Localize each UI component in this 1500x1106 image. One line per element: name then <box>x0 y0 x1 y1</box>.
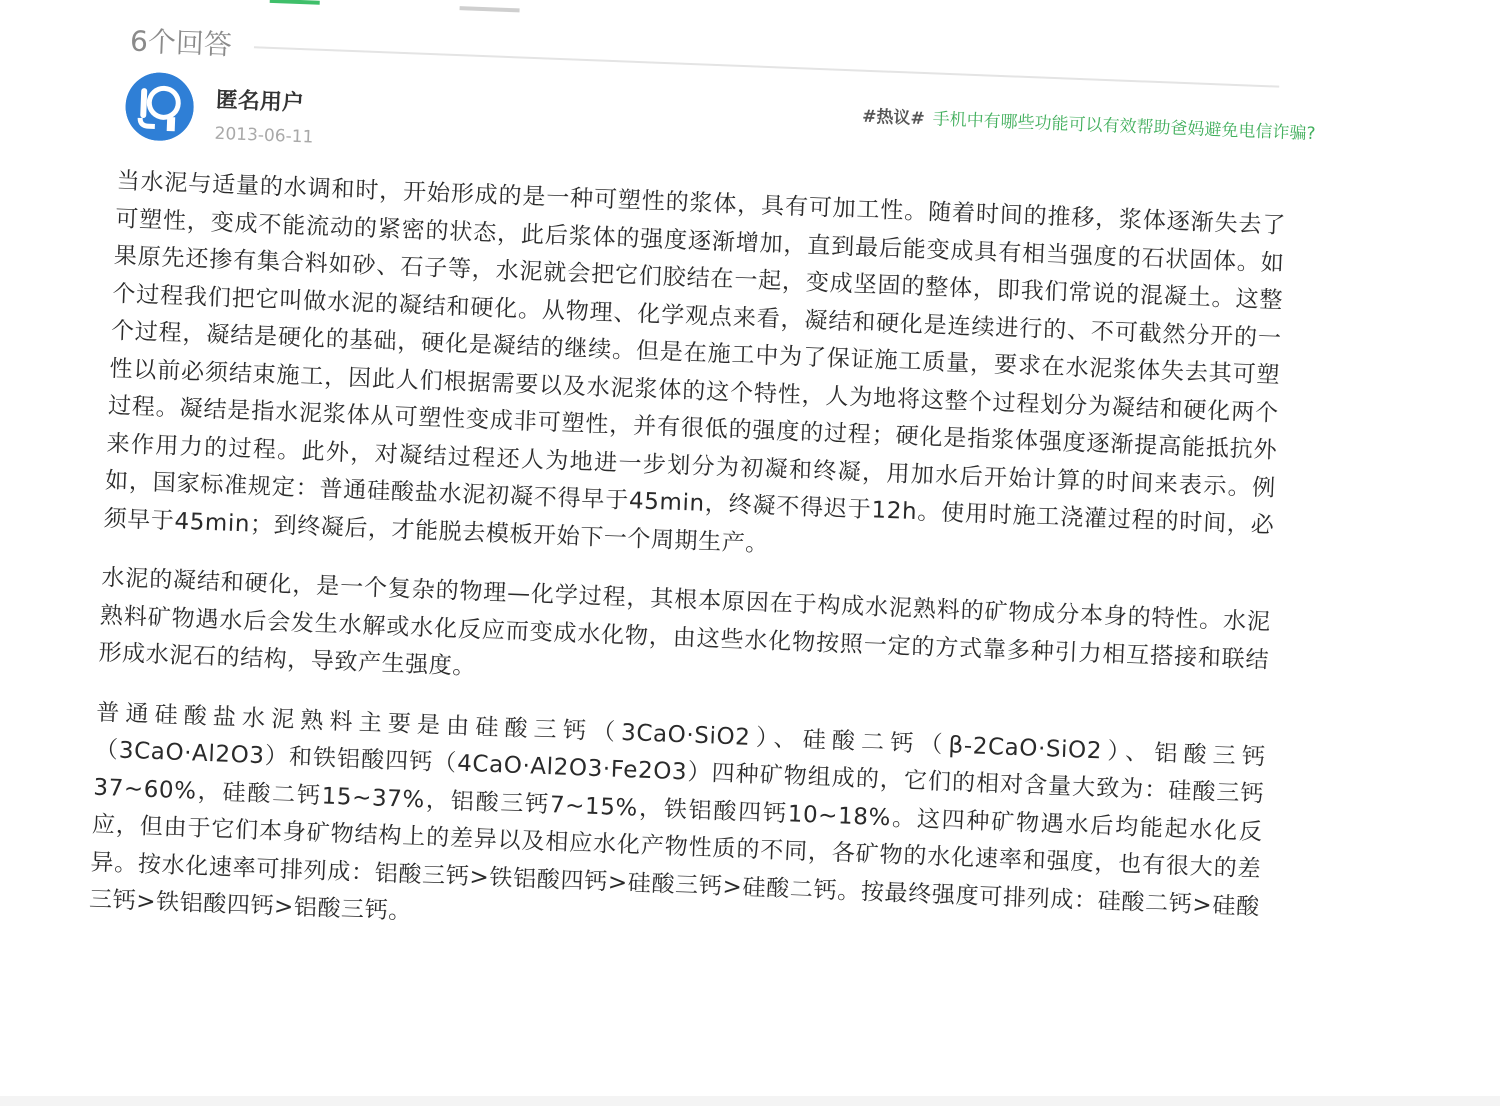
answer-body <box>88 163 1287 986</box>
inactive-tab-indicator <box>460 6 520 12</box>
anonymous-user-avatar-icon[interactable] <box>124 71 195 142</box>
hot-topic-text[interactable]: 手机中有哪些功能可以有效帮助爸妈避免电信诈骗? <box>932 109 1316 145</box>
answer-paragraph: 当水泥与适量的水调和时，开始形成的是一种可塑性的浆体，具有可加工性。随着时间的推移，浆体逐渐失去了可塑性，变成不能流动的紧密的状态，此后浆体的强度逐渐增加，直到最后能变成具有相当强度的石状固体。如果原先还掺有集合料如砂、石子等，水泥就会把它们胶结在一起，变成坚固的整体，即我们常说的混凝土。这整个过程我们把它叫做水泥的凝结和硬化。从物理、化学观点来看，凝结和硬化是连续进行的、不可截然分开的一个过程，凝结是硬化的基础，硬化是凝结的继续。但是在施工中为了保证施工质量，要求在水泥浆体失去其可塑性以前必须结束施工，因此人们根据需要以及水泥浆体的这个特性，人为地将这整个过程划分为凝结和硬化两个过程。凝结是指水泥浆体从可塑性变成非可塑性，并有很低的强度的过程；硬化是指浆体强度逐渐提高能抵抗外来作用力的过程。此外，对凝结过程还人为地进一步划分为初凝和终凝，用加水后开始计算的时间来表示。例如，国家标准规定：普通硅酸盐水泥初凝不得早于45min，终凝不得迟于12h。使用时施工浇灌过程的时间，必须早于45min；到终凝后，才能脱去模板开始下一个周期生产。 <box>103 168 1287 557</box>
answer-paragraph: 普通硅酸盐水泥熟料主要是由硅酸三钙（3CaO·SiO2）、硅酸二钙（β-2CaO·SiO2）、铝酸三钙（3CaO·Al2O3）和铁铝酸四钙（4CaO·Al2O3·Fe2O3）四种矿物组成的，它们的相对含量大致为：硅酸三钙37~60%，硅酸二钙15~37%，铝酸三钙7~15%，铁铝酸四钙10~18%。这四种矿物遇水后均能起水化反应，但由于它们本身矿物结构上的差异以及相应水化产物性质的不同，各矿物的水化速率和强度，也有很大的差异。按水化速率可排列成：铝酸三钙>铁铝酸四钙>硅酸三钙>硅酸二钙。按最终强度可排列成：硅酸二钙>硅酸三钙>铁铝酸四钙>铝酸三钙。 <box>88 699 1266 925</box>
active-tab-indicator <box>270 0 320 5</box>
author-name[interactable]: 匿名用户 <box>215 87 305 117</box>
top-tab-strip <box>270 0 450 12</box>
author-meta <box>214 83 315 148</box>
answers-count: 6个回答 <box>129 24 233 62</box>
answer-date: 2013-06-11 <box>214 123 314 148</box>
hot-topic-tag: #热议# <box>861 106 926 130</box>
bottom-edge <box>0 1096 1500 1106</box>
hot-topic-link[interactable] <box>862 102 1316 144</box>
answer-paragraph: 水泥的凝结和硬化，是一个复杂的物理—化学过程，其根本原因在于构成水泥熟料的矿物成分本身的特性。水泥熟料矿物遇水后会发生水解或水化反应而变成水化物，由这些水化物按照一定的方式靠多种引力相互搭接和联结形成水泥石的结构，导致产生强度。 <box>98 564 1272 681</box>
